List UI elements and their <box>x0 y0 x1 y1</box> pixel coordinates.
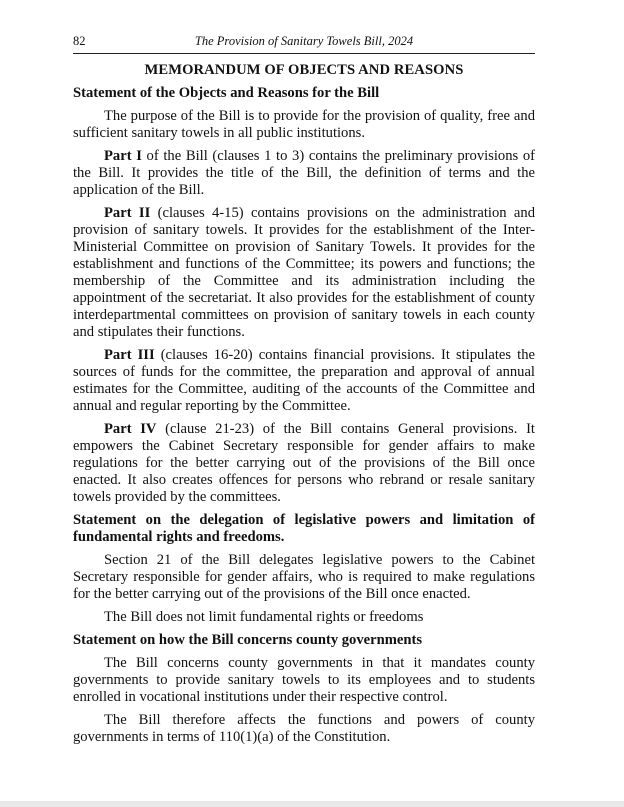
memorandum-title: MEMORANDUM OF OBJECTS AND REASONS <box>144 62 464 78</box>
purpose-paragraph: The purpose of the Bill is to provide for the provision of quality, free and sufficient sanitary towels in all public institutions. <box>73 108 535 141</box>
page-bottom-edge <box>0 801 624 807</box>
delegation-heading: Statement on the delegation of legislative powers and limitation of fundamental rights and freedoms. <box>73 512 535 545</box>
part2-paragraph <box>73 205 535 341</box>
page-header <box>73 34 535 54</box>
delegation-paragraph: Section 21 of the Bill delegates legislative powers to the Cabinet Secretary responsible for gender affairs, who is required to make regulations for the better carrying out of the provisions of the Bill once enacted. <box>73 552 535 602</box>
rights-paragraph: The Bill does not limit fundamental rights or freedoms <box>104 609 424 625</box>
county-heading: Statement on how the Bill concerns county governments <box>73 632 423 648</box>
page-number: 82 <box>73 34 86 48</box>
county-paragraph-2: The Bill therefore affects the functions and powers of county governments in terms of 110(1)(a) of the Constitution. <box>73 712 535 745</box>
part1-label: Part I <box>104 148 142 164</box>
county-paragraph-1: The Bill concerns county governments in that it mandates county governments to provide sanitary towels to its employees and to students enrolled in vocational institutions under their respective control. <box>73 655 535 705</box>
part3-text: (clauses 16-20) contains financial provisions. It stipulates the sources of funds for the committee, the preparation and approval of annual estimates for the Committee, auditing of the accounts of the Committee and annual and regular reporting by the Committee. <box>73 347 535 414</box>
part3-paragraph <box>73 347 535 415</box>
part4-label: Part IV <box>104 421 157 437</box>
objects-reasons-heading: Statement of the Objects and Reasons for the Bill <box>73 85 380 101</box>
part2-text: (clauses 4-15) contains provisions on the administration and provision of sanitary towels. It provides for the establishment of the Inter-Ministerial Committee on provision of Sanitary Towels. It provides for the establishment and functions of the Committee; its powers and functions; the membership of the Committee and its administration including the appointment of the secretariat. It also provides for the establishment of county interdepartmental committees on provision of sanitary towels in each county and stipulates their functions. <box>73 205 536 340</box>
part4-text: (clause 21-23) of the Bill contains General provisions. It empowers the Cabinet Secretary responsible for gender affairs to make regulations for the better carrying out of the provisions of the Bill once enacted. It also creates offences for persons who rebrand or resale sanitary towels provided by the committees. <box>73 421 535 505</box>
part3-label: Part III <box>104 347 155 363</box>
part1-paragraph <box>73 148 535 199</box>
running-title: The Provision of Sanitary Towels Bill, 2024 <box>194 34 414 48</box>
part2-label: Part II <box>104 205 151 221</box>
document-page <box>73 34 535 752</box>
part1-text: of the Bill (clauses 1 to 3) contains the preliminary provisions of the Bill. It provides the title of the Bill, the definition of terms and the application of the Bill. <box>73 148 535 198</box>
part4-paragraph <box>73 421 535 506</box>
